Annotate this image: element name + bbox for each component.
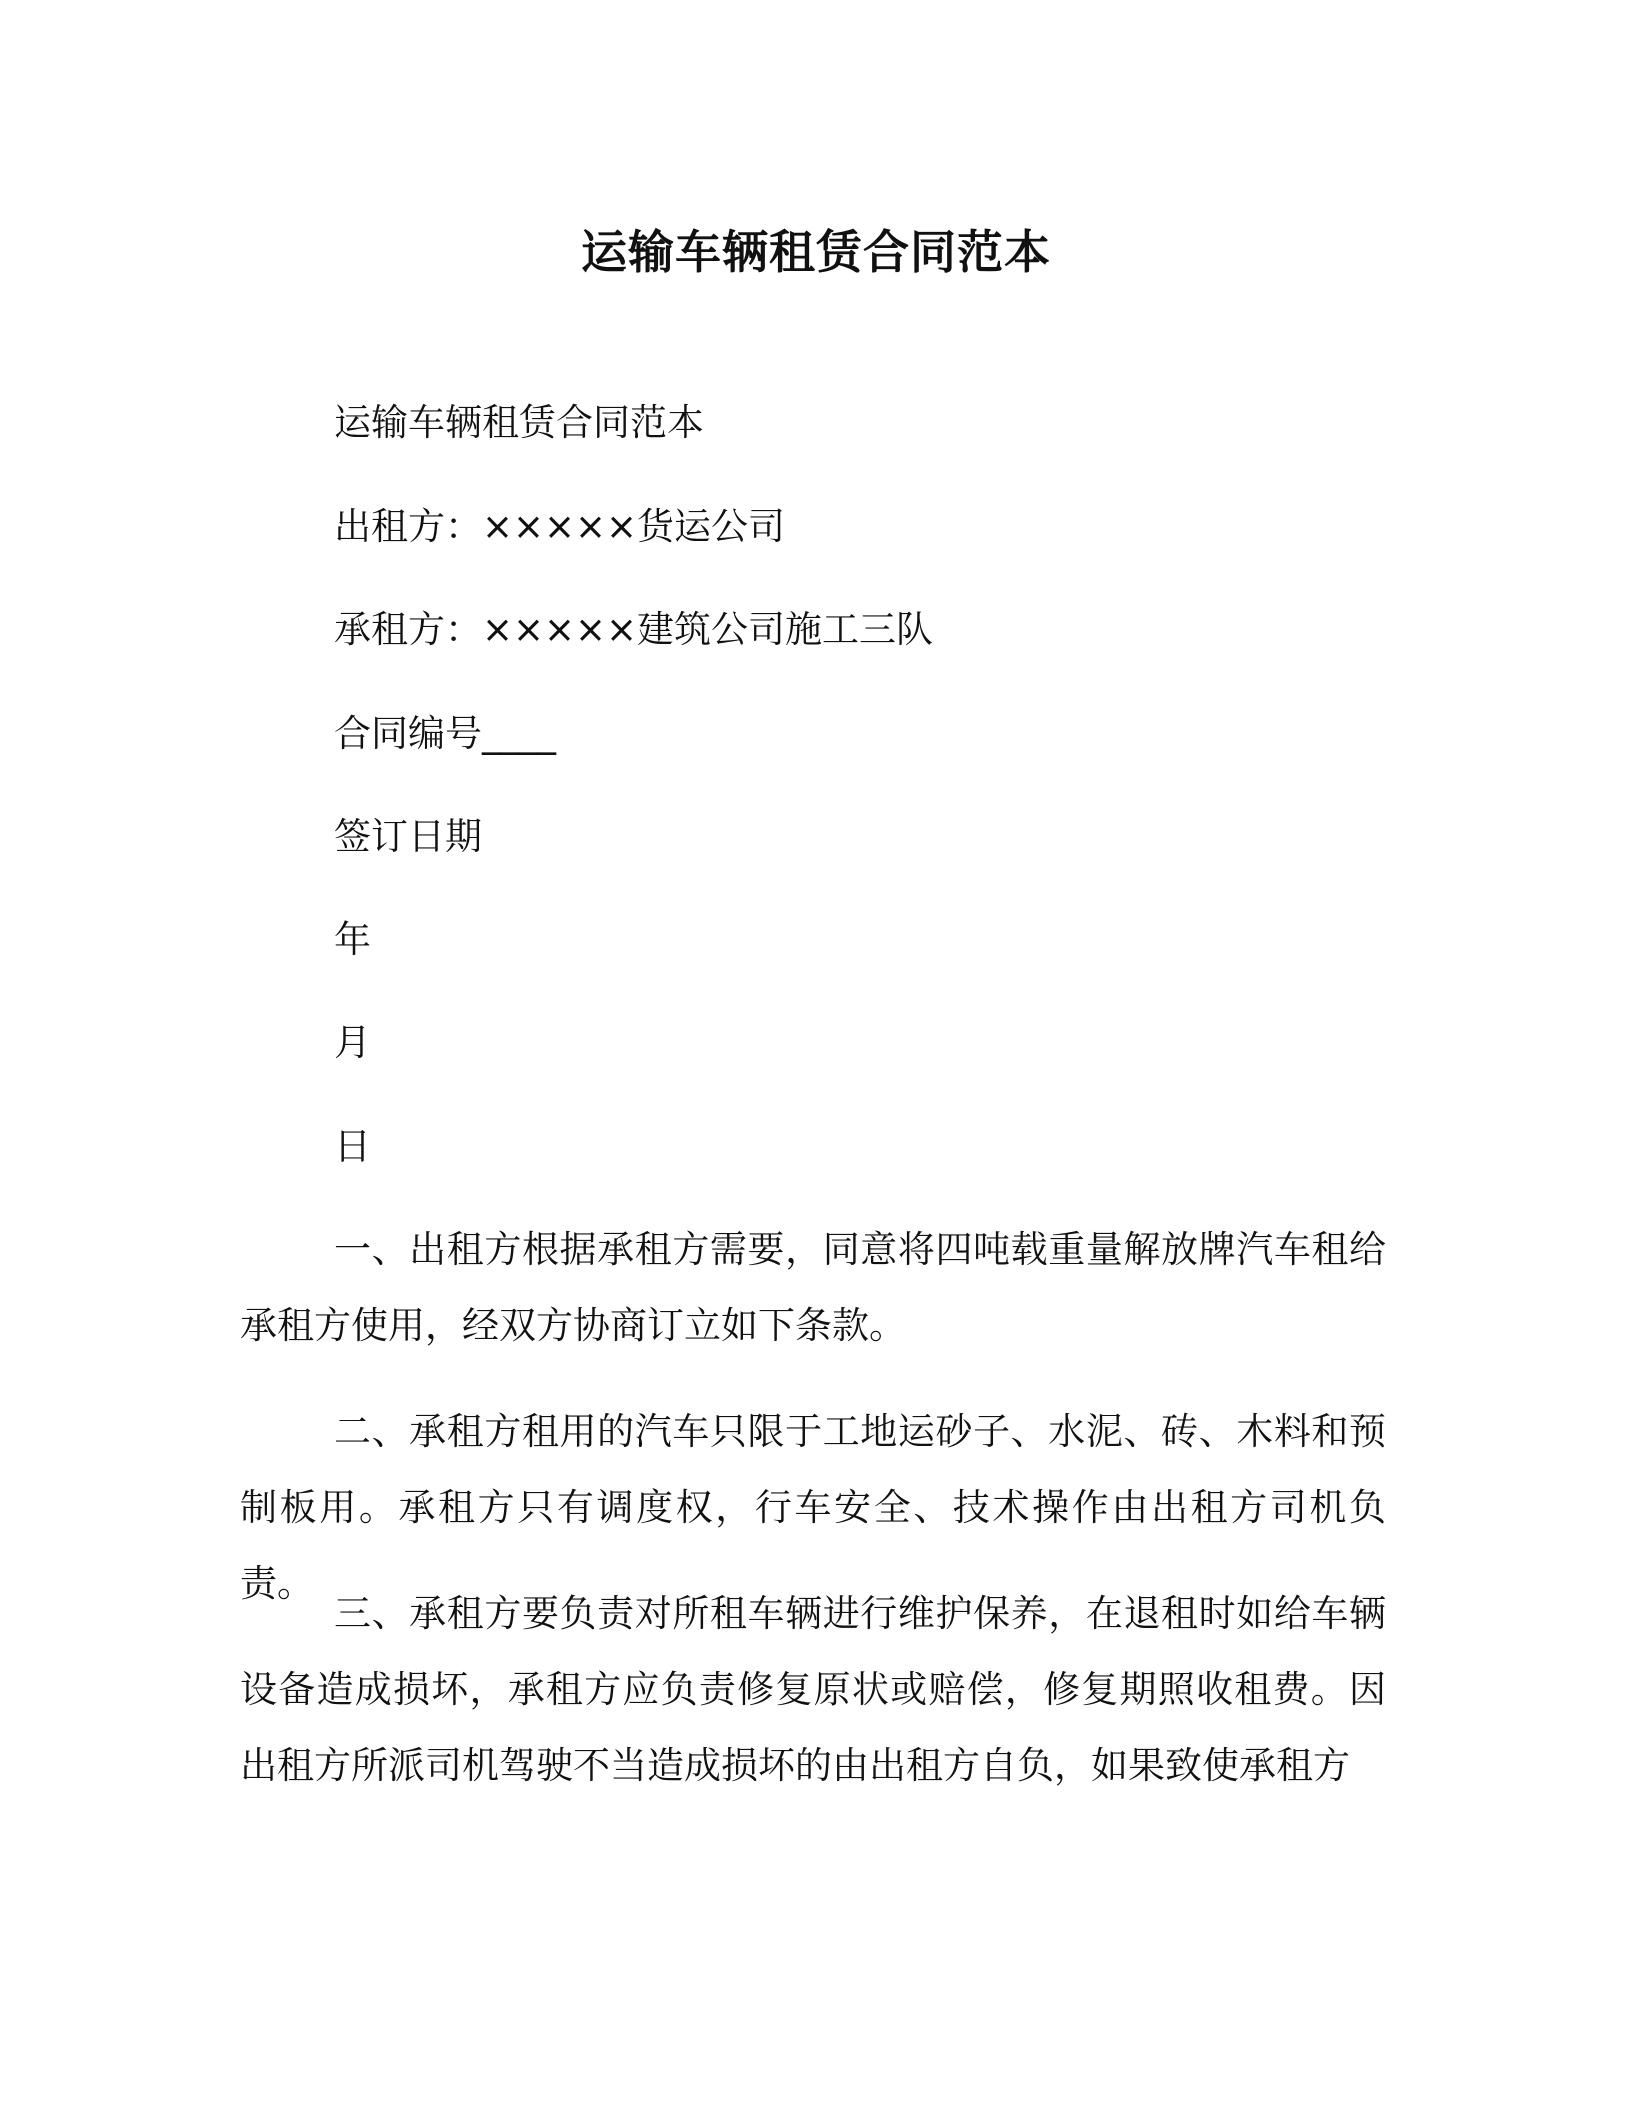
- clause-3: 三、承租方要负责对所租车辆进行维护保养，在退租时如给车辆设备造成损坏，承租方应负责修复原状或赔偿，修复期照收租费。因出租方所派司机驾驶不当造成损坏的由出租方自负，如果致使承租方: [240, 1592, 1386, 1787]
- document-title: 运输车辆租赁合同范本: [581, 225, 1051, 279]
- lessee-line: 承租方：×××××建筑公司施工三队: [334, 608, 934, 651]
- lessor-line: 出租方：×××××货运公司: [334, 505, 786, 548]
- month-label: 月: [334, 1021, 371, 1064]
- document-subtitle: 运输车辆租赁合同范本: [334, 401, 704, 444]
- contract-number-line: 合同编号____: [334, 712, 556, 755]
- clause-1: 一、出租方根据承租方需要，同意将四吨载重量解放牌汽车租给承租方使用，经双方协商订立如下条款。: [240, 1228, 1386, 1347]
- sign-date-label: 签订日期: [334, 815, 482, 858]
- day-label: 日: [334, 1125, 371, 1168]
- clause-2: 二、承租方租用的汽车只限于工地运砂子、水泥、砖、木料和预制板用。承租方只有调度权，行车安全、技术操作由出租方司机负责。: [240, 1410, 1386, 1605]
- year-label: 年: [334, 918, 371, 961]
